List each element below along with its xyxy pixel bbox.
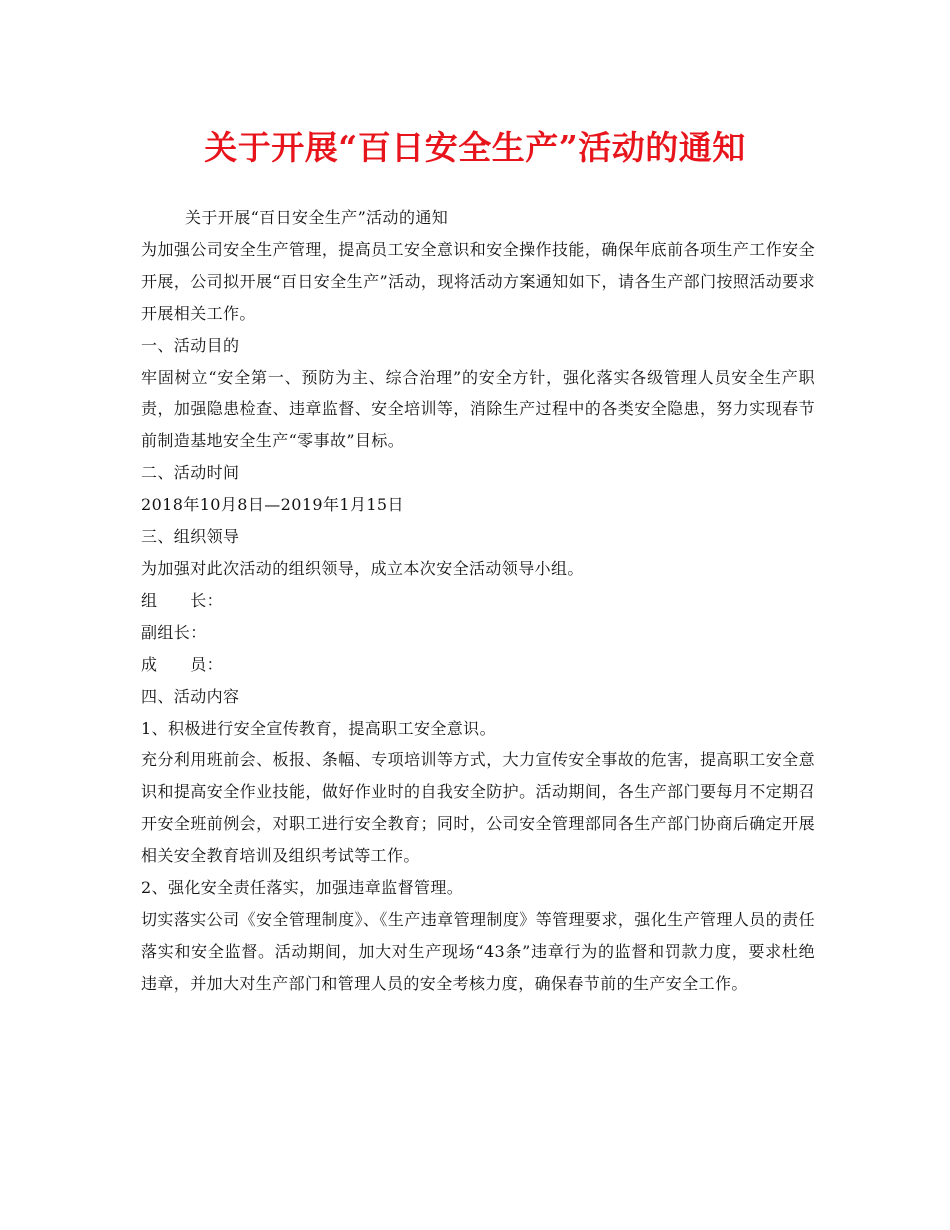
role-members: 成 员： bbox=[141, 654, 224, 674]
section-heading-purpose: 一、活动目的 bbox=[141, 335, 240, 355]
role-leader: 组 长： bbox=[141, 590, 224, 610]
section-heading-content: 四、活动内容 bbox=[141, 686, 240, 706]
purpose-paragraph: 牢固树立“安全第一、预防为主、综合治理”的安全方针，强化落实各级管理人员安全生产职责，加强隐患检查、违章监督、安全培训等，消除生产过程中的各类安全隐患，努力实现春节前制造基地安全生产“零事故”目标。 bbox=[141, 367, 815, 451]
repeated-title-paragraph: 关于开展“百日安全生产”活动的通知 bbox=[185, 208, 449, 227]
content-item-1-heading: 1、积极进行安全宣传教育，提高职工安全意识。 bbox=[141, 718, 496, 738]
content-item-2-paragraph: 切实落实公司《安全管理制度》、《生产违章管理制度》等管理要求，强化生产管理人员的责任落实和安全监督。活动期间，加大对生产现场“43条”违章行为的监督和罚款力度，要求杜绝违章，并加大对生产部门和管理人员的安全考核力度，确保春节前的生产安全工作。 bbox=[141, 909, 815, 993]
intro-paragraph: 为加强公司安全生产管理，提高员工安全意识和安全操作技能，确保年底前各项生产工作安全开展，公司拟开展“百日安全生产”活动，现将活动方案通知如下，请各生产部门按照活动要求开展相关工作。 bbox=[141, 239, 815, 323]
activity-date-range: 2018年10月8日—2019年1月15日 bbox=[141, 495, 404, 515]
content-item-1-paragraph: 充分利用班前会、板报、条幅、专项培训等方式，大力宣传安全事故的危害，提高职工安全意识和提高安全作业技能，做好作业时的自我安全防护。活动期间，各生产部门要每月不定期召开安全班前例会，对职工进行安全教育；同时，公司安全管理部同各生产部门协商后确定开展相关安全教育培训及组织考试等工作。 bbox=[141, 750, 815, 866]
document-title: 关于开展“百日安全生产”活动的通知 bbox=[204, 128, 746, 167]
section-heading-leadership: 三、组织领导 bbox=[141, 527, 240, 547]
section-heading-time: 二、活动时间 bbox=[141, 463, 240, 483]
leadership-paragraph: 为加强对此次活动的组织领导，成立本次安全活动领导小组。 bbox=[141, 558, 584, 578]
role-deputy-leader: 副组长： bbox=[141, 622, 207, 642]
content-item-2-heading: 2、强化安全责任落实，加强违章监督管理。 bbox=[141, 878, 464, 898]
document-body bbox=[141, 202, 815, 1000]
